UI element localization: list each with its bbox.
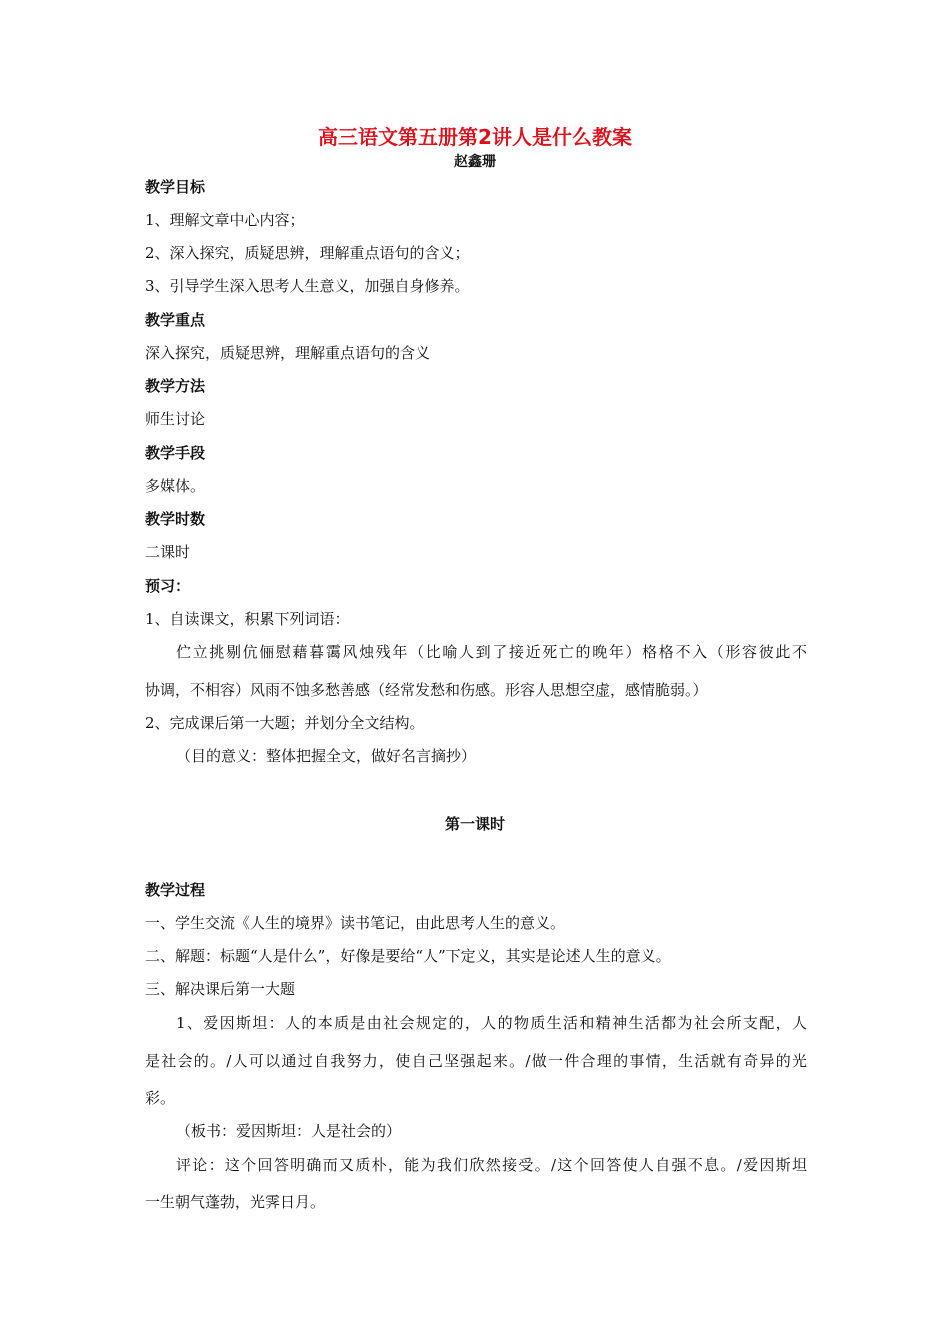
- einstein-line: 是社会的。/人可以通过自我努力，使自己坚强起来。/做一件合理的事情，生活就有奇异的光: [145, 1052, 807, 1070]
- section-heading-goals: 教学目标: [145, 178, 206, 196]
- preview-item: 1、自读课文，积累下列词语：: [145, 610, 350, 628]
- section-heading-means: 教学手段: [145, 444, 206, 462]
- comment-line: 评论：这个回答明确而又质朴，能为我们欣然接受。/这个回答使人自强不息。/爱因斯坦: [176, 1156, 807, 1174]
- goal-item: 1、理解文章中心内容；: [145, 211, 305, 229]
- section-heading-preview: 预习：: [145, 577, 191, 595]
- author-name: 赵鑫珊: [454, 154, 496, 170]
- document-title: 高三语文第五册第2讲人是什么教案: [318, 125, 632, 149]
- method-text: 师生讨论: [145, 410, 206, 428]
- vocab-line: 协调，不相容）风雨不蚀多愁善感（经常发愁和伤感。形容人思想空虚，感情脆弱。）: [145, 681, 708, 699]
- preview-purpose: （目的意义：整体把握全文，做好名言摘抄）: [176, 747, 477, 765]
- hours-text: 二课时: [145, 543, 191, 561]
- process-item: 二、解题：标题“人是什么”，好像是要给“人”下定义，其实是论述人生的意义。: [145, 947, 671, 965]
- goal-item: 2、深入探究，质疑思辨，理解重点语句的含义；: [145, 244, 470, 262]
- section-heading-method: 教学方法: [145, 377, 206, 395]
- goal-item: 3、引导学生深入思考人生意义，加强自身修养。: [145, 277, 470, 295]
- process-item: 一、学生交流《人生的境界》读书笔记，由此思考人生的意义。: [145, 914, 566, 932]
- board-note: （板书：爱因斯坦：人是社会的）: [176, 1122, 402, 1140]
- focus-text: 深入探究，质疑思辨，理解重点语句的含义: [145, 344, 431, 362]
- means-text: 多媒体。: [145, 477, 206, 495]
- comment-line: 一生朝气蓬勃，光霁日月。: [145, 1193, 326, 1211]
- einstein-line: 1、爱因斯坦：人的本质是由社会规定的，人的物质生活和精神生活都为社会所支配，人: [176, 1014, 807, 1032]
- process-item: 三、解决课后第一大题: [145, 980, 296, 998]
- section-heading-process: 教学过程: [145, 881, 206, 899]
- vocab-line: 伫立挑剔伉俪慰藉暮霭风烛残年（比喻人到了接近死亡的晚年）格格不入（形容彼此不: [176, 643, 807, 661]
- preview-item: 2、完成课后第一大题；并划分全文结构。: [145, 714, 425, 732]
- section-heading-hours: 教学时数: [145, 510, 206, 528]
- section-heading-focus: 教学重点: [145, 311, 206, 329]
- lesson-heading: 第一课时: [444, 815, 505, 833]
- einstein-line: 彩。: [145, 1089, 176, 1107]
